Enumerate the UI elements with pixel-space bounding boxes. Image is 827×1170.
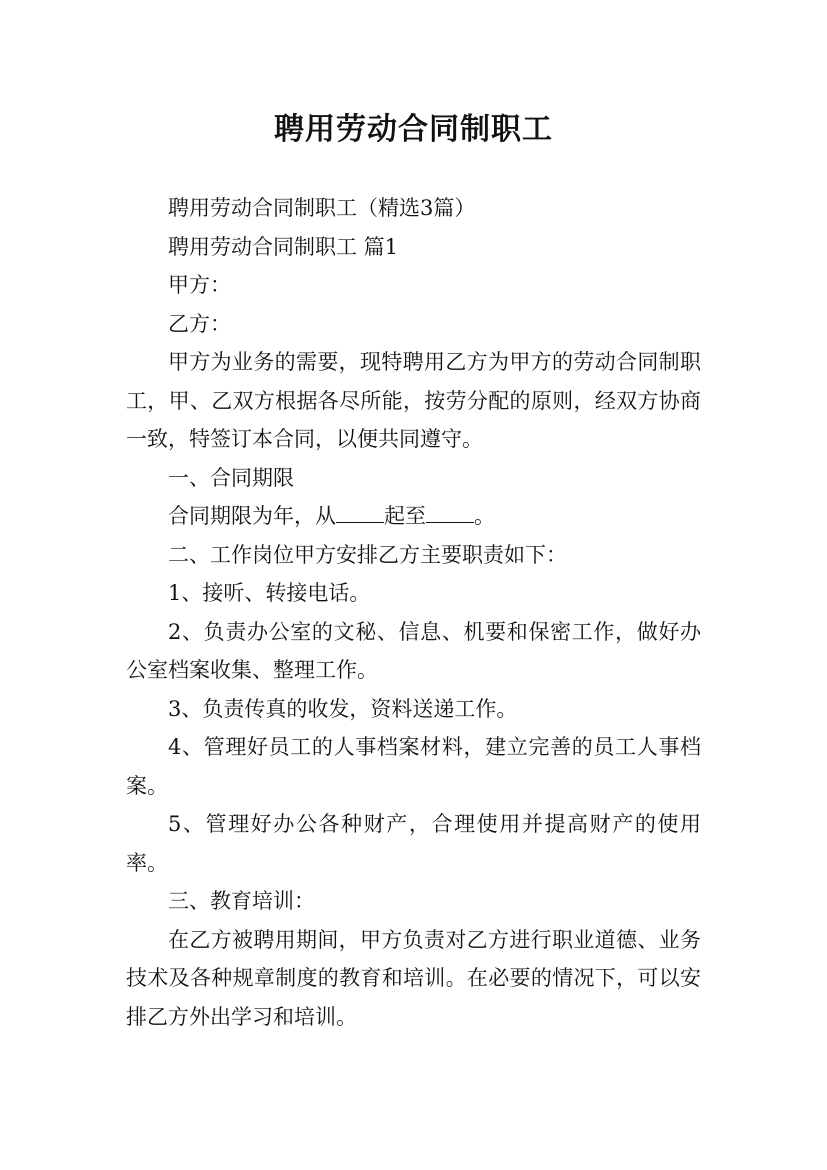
paragraph-clause-1-heading: 一、合同期限 <box>168 465 294 490</box>
paragraph-training: 在乙方被聘用期间，甲方负责对乙方进行职业道德、业务技术及各种规章制度的教育和培训。在必要的情况下，可以安排乙方外出学习和培训。 <box>126 927 701 1029</box>
paragraph-duty-1: 1、接听、转接电话。 <box>168 581 371 605</box>
paragraph-duty-5: 5、管理好办公各种财产，合理使用并提高财产的使用率。 <box>126 812 701 875</box>
document-title: 聘用劳动合同制职工 <box>274 112 553 147</box>
paragraph-duty-4: 4、管理好员工的人事档案材料，建立完善的员工人事档案。 <box>126 735 701 798</box>
paragraph-clause-2-heading: 二、工作岗位甲方安排乙方主要职责如下： <box>168 542 567 567</box>
paragraph-duty-3: 3、负责传真的收发，资料送递工作。 <box>168 696 518 721</box>
contract-term-text-b: 起至 <box>384 504 426 528</box>
paragraph-clause-3-heading: 三、教育培训： <box>168 889 315 913</box>
paragraph-contract-term <box>126 497 701 536</box>
paragraph-duty-2: 2、负责办公室的文秘、信息、机要和保密工作，做好办公室档案收集、整理工作。 <box>126 619 701 682</box>
paragraph-party-b: 乙方： <box>168 311 231 336</box>
contract-term-text-a: 合同期限为年，从 <box>168 504 336 528</box>
paragraph-subtitle: 聘用劳动合同制职工（精选3篇） <box>168 196 476 220</box>
paragraph-preamble: 甲方为业务的需要，现特聘用乙方为甲方的劳动合同制职工，甲、乙双方根据各尽所能，按劳分配的原则，经双方协商一致，特签订本合同，以便共同遵守。 <box>126 350 701 451</box>
paragraph-party-a: 甲方： <box>168 273 231 297</box>
paragraph-section-heading: 聘用劳动合同制职工 篇1 <box>168 234 399 259</box>
start-date-blank <box>336 501 384 523</box>
contract-term-text-c: 。 <box>474 504 495 528</box>
document-body <box>126 189 701 1036</box>
end-date-blank <box>426 501 474 523</box>
